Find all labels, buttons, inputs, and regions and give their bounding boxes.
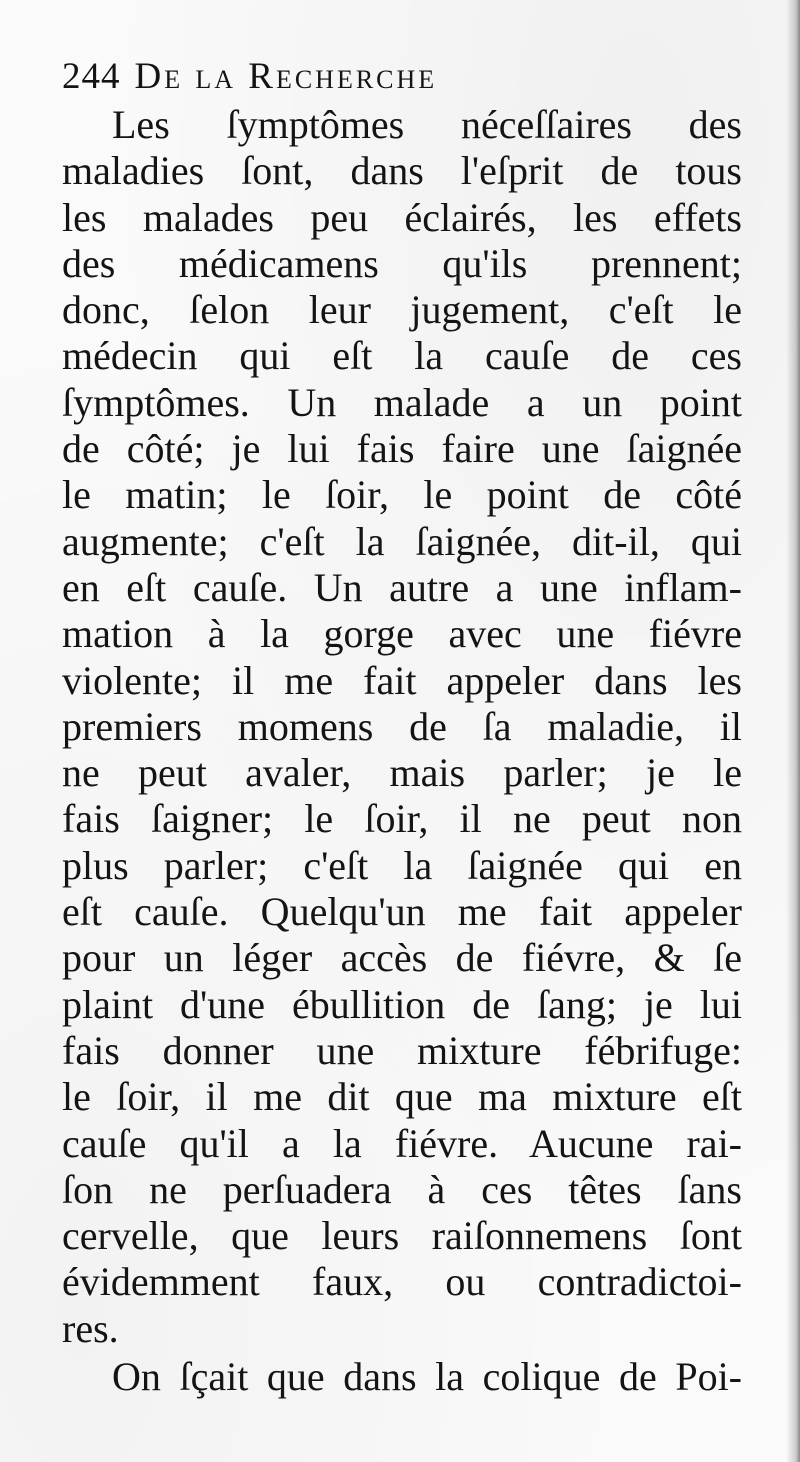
next-paragraph-line: On ſçait que dans la colique de Poi- [112, 1354, 742, 1400]
text-line: res. [62, 1305, 119, 1351]
text-line: cervelle, que leurs raiſonnemens ſont [62, 1213, 742, 1259]
text-line: augmente; c'eſt la ſaignée, dit-il, qui [62, 518, 742, 564]
text-line: fais ſaigner; le ſoir, il ne peut non [62, 796, 742, 842]
page-edge-shadow [786, 0, 800, 1462]
text-line: évidemment faux, ou contradictoi- [62, 1259, 742, 1305]
body-text [62, 102, 742, 1400]
text-line: de côté; je lui fais faire une ſaignée [62, 426, 742, 472]
text-line: cauſe qu'il a la fiévre. Aucune rai- [62, 1120, 742, 1166]
text-line: le ſoir, il me dit que ma mixture eſt [62, 1074, 742, 1120]
text-line: plus parler; c'eſt la ſaignée qui en [62, 842, 742, 888]
text-line: des médicamens qu'ils prennent; [62, 240, 742, 286]
text-line: ne peut avaler, mais parler; je le [62, 750, 742, 796]
text-line: les malades peu éclairés, les effets [62, 194, 742, 240]
text-line: Les ſymptômes néceſſaires des [112, 102, 742, 147]
text-line: plaint d'une ébullition de ſang; je lui [62, 981, 742, 1027]
running-header [62, 54, 437, 100]
text-line: violente; il me fait appeler dans les [62, 657, 742, 703]
text-line: ſymptômes. Un malade a un point [62, 379, 742, 425]
text-line: mation à la gorge avec une fiévre [62, 611, 742, 657]
text-line: en eſt cauſe. Un autre a une inflam- [62, 564, 742, 610]
text-line: maladies ſont, dans l'eſprit de tous [62, 148, 742, 194]
page-number: 244 [62, 56, 121, 97]
text-line: premiers momens de ſa maladie, il [62, 703, 742, 749]
text-line: donc, ſelon leur jugement, c'eſt le [62, 287, 742, 333]
text-line: le matin; le ſoir, le point de côté [62, 472, 742, 518]
running-title: De la Recherche [134, 56, 438, 97]
text-line: médecin qui eſt la cauſe de ces [62, 333, 742, 379]
text-line: eſt cauſe. Quelqu'un me fait appeler [62, 889, 742, 935]
text-line: pour un léger accès de fiévre, & ſe [62, 935, 742, 981]
text-line: fais donner une mixture fébrifuge: [62, 1027, 742, 1073]
text-line: ſon ne perſuadera à ces têtes ſans [62, 1166, 742, 1212]
